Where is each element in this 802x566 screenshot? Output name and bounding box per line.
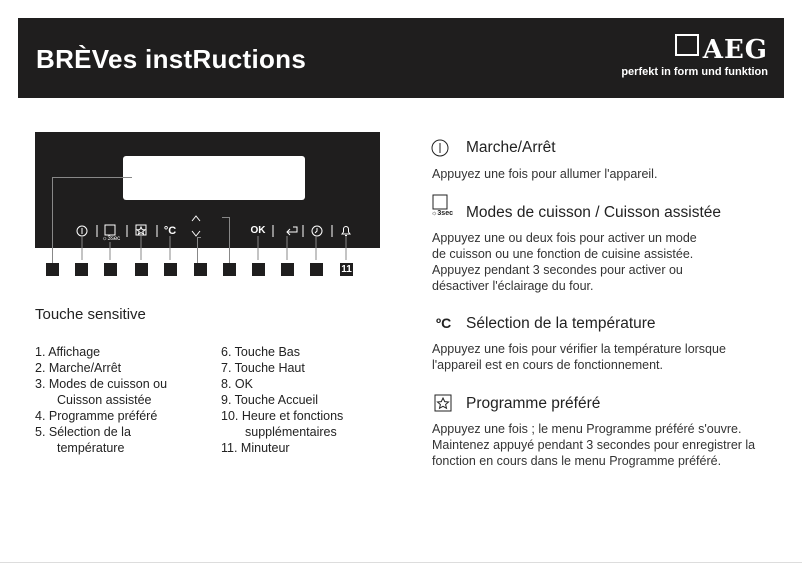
callout-6: [194, 263, 207, 276]
callout-3: [104, 263, 117, 276]
section-text-power: Appuyez une fois pour allumer l'appareil.: [432, 167, 658, 181]
callout-4: [135, 263, 148, 276]
light-3sec-label: ☼3sec: [431, 210, 453, 217]
list-item: Cuisson assistée: [57, 393, 152, 407]
brand-name: AEG: [702, 35, 768, 65]
square-icon: [105, 225, 115, 235]
clock-icon: [312, 226, 322, 236]
return-icon: [287, 227, 297, 235]
callout-8: [252, 263, 265, 276]
list-item: 7. Touche Haut: [221, 361, 305, 375]
list-item: 2. Marche/Arrêt: [35, 361, 122, 375]
list-item: supplémentaires: [245, 425, 337, 439]
callout-9: [281, 263, 294, 276]
section-text-temperature: Appuyez une fois pour vérifier la température lorsque l'appareil est en cours de fonctionnement.: [432, 342, 726, 372]
list-item: 3. Modes de cuisson ou: [35, 377, 168, 391]
list-item: température: [57, 441, 125, 455]
ok-label: OK: [250, 225, 266, 236]
panel-icons: [0, 0, 400, 260]
list-item: 8. OK: [221, 377, 253, 391]
page-bottom-divider: [0, 562, 802, 563]
legend-list-right: [221, 344, 343, 456]
section-title-favourite: Programme préféré: [466, 395, 601, 412]
list-item: 6. Touche Bas: [221, 345, 300, 359]
section-title-temperature: Sélection de la température: [466, 315, 656, 332]
callout-5: [164, 263, 177, 276]
section-title-modes: Modes de cuisson / Cuisson assistée: [466, 204, 722, 221]
chevron-up-icon: [192, 216, 200, 221]
list-item: 10. Heure et fonctions: [221, 409, 344, 423]
callout-11: 11: [341, 264, 352, 275]
list-item: 5. Sélection de la: [35, 425, 131, 439]
star-box-icon: [136, 225, 146, 235]
section-text-modes: Appuyez une ou deux fois pour activer un mode de cuisson ou une fonction de cuisine assistée. Appuyez pendant 3 secondes pour activer ou désactiver l'éclairage du four.: [432, 231, 697, 293]
legend-title: Touche sensitive: [35, 306, 146, 323]
power-icon: [430, 138, 454, 160]
page-title: BRÈVes instRuctions: [36, 44, 307, 74]
list-item: 11. Minuteur: [221, 441, 290, 455]
callout-1: [46, 263, 59, 276]
power-icon: [77, 226, 87, 236]
legend-list-left: [35, 344, 167, 456]
section-title-power: Marche/Arrêt: [466, 139, 556, 156]
chevron-down-icon: [192, 231, 200, 236]
temperature-icon: °C: [163, 225, 177, 237]
square-icon: [432, 194, 452, 210]
section-text-favourite: Appuyez une fois ; le menu Programme préféré s'ouvre. Maintenez appuyé pendant 3 secondes pour enregistrer la fonction en cours dans le menu Programme préféré.: [432, 422, 756, 468]
tagline: perfekt in form und funktion: [621, 66, 768, 78]
light-3sec-label: ☼3sec: [102, 236, 121, 242]
bell-icon: [342, 227, 350, 236]
temperature-icon: ºC: [436, 315, 452, 331]
star-box-icon: [434, 394, 454, 414]
list-item: 1. Affichage: [35, 345, 101, 359]
callout-7: [223, 263, 236, 276]
callout-2: [75, 263, 88, 276]
electrolux-logo-icon: [675, 34, 699, 56]
list-item: 4. Programme préféré: [35, 409, 158, 423]
aeg-logo: [675, 34, 768, 65]
callout-10: [310, 263, 323, 276]
list-item: 9. Touche Accueil: [221, 393, 319, 407]
